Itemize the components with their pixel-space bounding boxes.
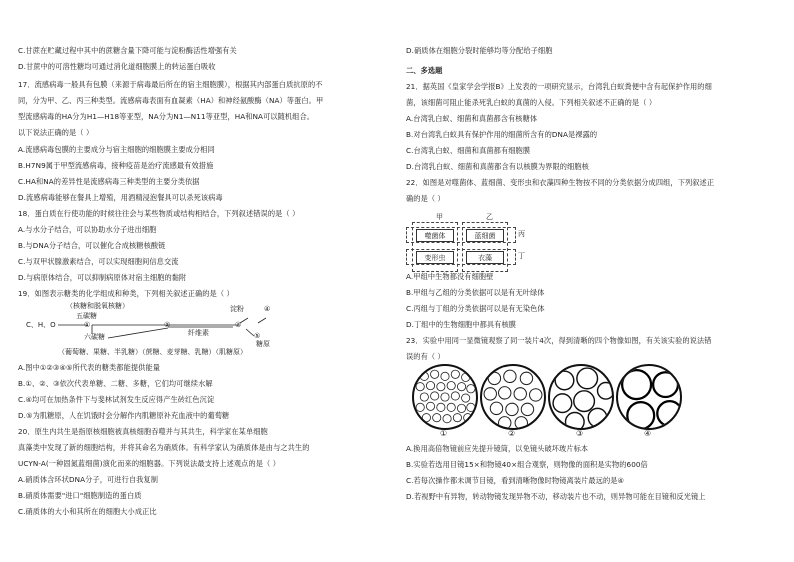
q19-option-d: D.⑤为肌糖原，人在饥饿时会分解作内肌糖原补充血液中的葡萄糖 [18,411,230,420]
q21-option-a: A.台湾乳白蚁、细菌和真菌都含有核糖体 [406,114,538,123]
elements-label: C、H、O [26,321,56,329]
q20-stem-1: 20．原生内共生是指原核细胞被真核细胞吞噬并与其共生，科学家在某单细胞 [18,427,268,436]
cellulose-label: 纤维素 [188,329,209,337]
q17-option-b: B.H7N9属于甲型流感病毒，接种疫苗是治疗流感最有效措施 [18,161,214,170]
group-yi-label: 乙 [486,213,493,221]
starch-label: 淀粉 [230,305,244,313]
q22-stem-1: 22．如图是对噬菌体、蓝细菌、变形虫和衣藻四种生物按不同的分类依据分成四组，下列叙述正 [406,178,715,187]
organism-grouping-diagram [406,213,606,275]
q19-stem: 19．如图表示糖类的化学组成和种类，下列相关叙述正确的是（ ） [18,289,234,298]
view-1-label: ① [440,429,448,438]
node-3: ③ [235,321,242,329]
sugar-classification-diagram [18,296,298,358]
view-4-label: ④ [644,429,652,438]
q22-option-d: D.丁组中的生物细胞中都具有核膜 [406,320,517,329]
glycogen-label: 糖原 [256,340,270,348]
section-heading: 二、多选题 [406,66,443,75]
phage-box: 噬菌体 [416,229,454,242]
pentose-label: 五碳糖 [76,312,97,320]
amoeba-box: 变形虫 [416,251,454,264]
cyanobacteria-box: 蓝细菌 [466,229,504,242]
hexose-label: 六碳糖 [84,333,105,341]
q18-option-c: C.与双甲状腺激素结合，可以实现细胞间信息交流 [18,257,179,266]
q18-option-a: A.与水分子结合，可以协助水分子进出细胞 [18,225,157,234]
q17-stem-4: 以下说法正确的是（ ） [18,128,94,137]
q20-option-d: D.硝质体在细胞分裂时能够均等分配给子细胞 [406,46,553,55]
q21-option-c: C.台湾乳白蚁、细菌和真菌都有细胞膜 [406,146,531,155]
q21-stem-2: 菌，该细菌可阻止能杀死乳白蚁的真菌的入侵。下列相关叙述不正确的是（ ） [406,98,657,107]
q22-option-b: B.甲组与乙组的分类依据可以是有无叶绿体 [406,288,545,297]
group-jia-label: 甲 [436,213,443,221]
q22-option-a: A.甲组中生物都没有细胞壁 [406,272,494,281]
q22-option-c: C.丙组与丁组的分类依据可以是有无染色体 [406,304,545,313]
q21-option-d: D.台湾乳白蚁、细菌和真菌都含有以核膜为界限的细胞核 [406,162,589,171]
q23-option-a: A.换用高倍物镜前应先提升镜筒，以免镜头破坏玻片标本 [406,444,589,453]
node-5: ⑤ [254,332,261,340]
microscope-view-4 [616,364,682,430]
node-1: ① [84,321,91,329]
q23-stem-1: 23．实验中用同一显微镜观察了同一装片4次，得到清晰的四个物像如图，有关该实验的说法错 [406,336,712,345]
q22-stem-2: 确的是（ ） [406,194,445,203]
q17-option-d: D.流感病毒能够在餐具上增殖，用酒精浸泡餐具可以杀死该病毒 [18,193,223,202]
bottom-examples: （葡萄糖、果糖、半乳糖）（蔗糖、麦芽糖、乳糖）（肌糖原） [58,348,247,356]
q19-option-c: C.④均可在加热条件下与斐林试剂发生反应得产生砖红色沉淀 [18,395,215,404]
chlamydomonas-box: 衣藻 [466,251,504,264]
q19-option-b: B.①、②、③依次代表单糖、二糖、多糖，它们均可继续水解 [18,379,213,388]
q21-stem-1: 21．据英国《皇家学会学报B》上发表的一项研究显示，台湾乳白蚁粪便中含有起保护作用的细 [406,82,712,91]
q20-option-a: A.硝质体含环状DNA分子，可进行自我复制 [18,475,159,484]
q20-option-b: B.硝质体需要"进口"细胞制造的蛋白质 [18,491,142,500]
microscope-view-2 [480,364,546,430]
microscope-view-1 [412,364,478,430]
microscope-view-3 [548,364,614,430]
node-2: ② [164,321,171,329]
q17-stem-3: 型流感病毒的HA分为H1—H18等亚型，NA分为N1—N11等亚型，HA和NA可以随机组合。 [18,112,315,121]
q17-option-a: A.流感病毒包膜的主要成分与宿主细胞的细胞膜主要成分相同 [18,145,215,154]
pentose-examples: （核糖和脱氧核糖） [66,302,129,310]
q16-option-d: D.甘蔗中的可溶性糖均可通过消化道细胞膜上的转运蛋白吸收 [18,62,216,71]
q17-stem-2: 同，分为甲、乙、丙三种类型。流感病毒表面有血凝素（HA）和神经氨酸酶（NA）等蛋白。甲 [18,96,324,105]
view-3-label: ③ [576,429,584,438]
q23-stem-2: 误的有（ ） [406,352,445,361]
q18-stem: 18．蛋白质在行使功能的时候往往会与某些物质或结构相结合，下列叙述错误的是（ ） [18,209,300,218]
node-4: ④ [264,305,271,313]
q23-option-d: D.若视野中有异物，转动物镜发现异物不动，移动装片也不动，则异物可能在目镜和反光镜上 [406,492,706,501]
view-2-label: ② [508,429,516,438]
group-ding-label: 丁 [518,252,525,260]
q18-option-d: D.与病原体结合，可以抑制病原体对宿主细胞的黏附 [18,273,187,282]
group-bing-label: 丙 [518,230,525,238]
q17-stem-1: 17．流感病毒一般具有包膜（来源于病毒最后所在的宿主细胞膜），根据其内部蛋白质抗原的不 [18,80,323,89]
q17-option-c: C.HA和NA的差异性是流感病毒三种类型的主要分类依据 [18,177,200,186]
q18-option-b: B.与DNA分子结合，可以催化合成核糖核酸链 [18,241,166,250]
q20-stem-2: 真藻类中发现了新的细胞结构，并将其命名为硝质体。有科学家认为硝质体是由与之共生的 [18,443,310,452]
q23-option-c: C.若每次操作都未调节目镜，看到清晰物像时物镜离装片最远的是④ [406,476,625,485]
q20-option-c: C.硝质体的大小和其所在的细胞大小成正比 [18,507,157,516]
q16-option-c: C.甘蔗在贮藏过程中其中的蔗糖含量下降可能与淀粉酶活性增强有关 [18,46,237,55]
q20-stem-3: UCYN-A(一种固氮蓝细菌)演化而来的细胞器。下列说法最支持上述观点的是（ ） [18,459,280,468]
q19-option-a: A.图中①②③④⑤所代表的糖类都能提供能量 [18,363,161,372]
q23-option-b: B.实验若选用目镜15×和物镜40×组合观察，则物像的面积是实物的600倍 [406,460,648,469]
q21-option-b: B.对台湾乳白蚁具有保护作用的细菌所含有的DNA是裸露的 [406,130,598,139]
